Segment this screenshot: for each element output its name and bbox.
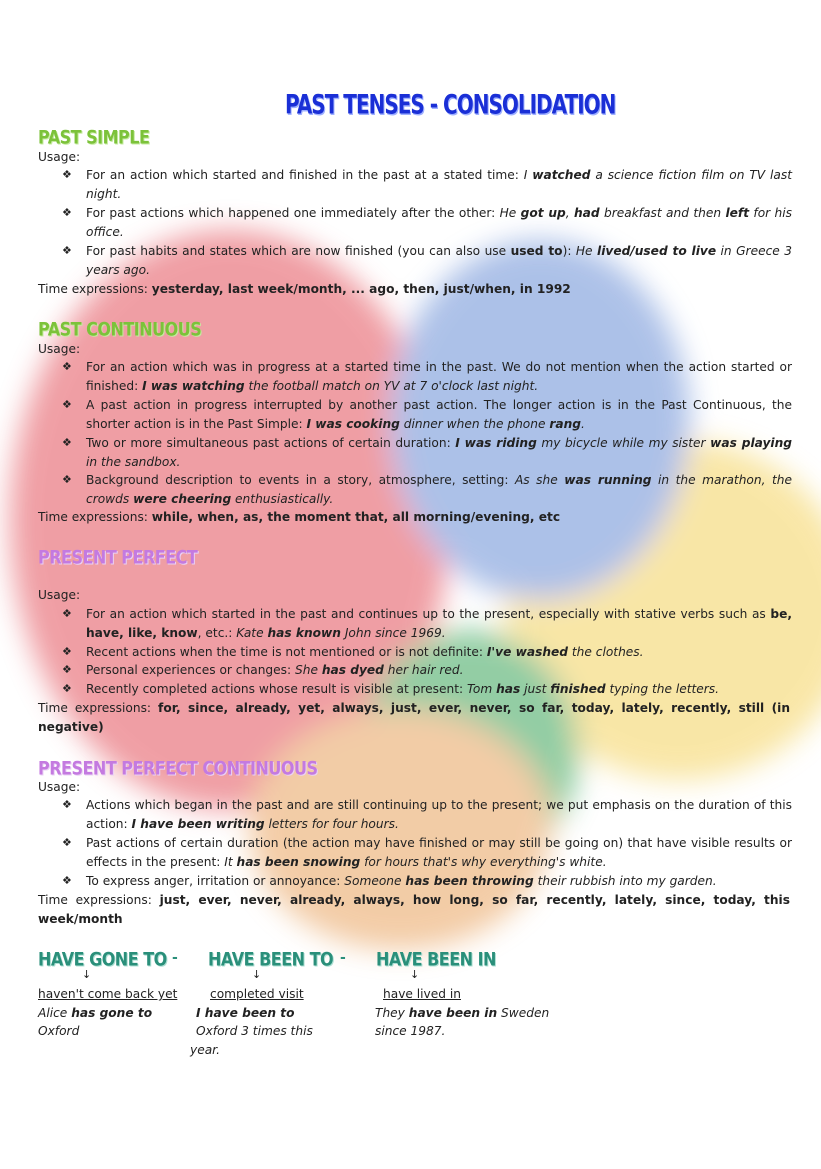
- diamond-bullet-icon: ❖: [62, 874, 72, 887]
- usage-label: Usage:: [38, 588, 81, 602]
- diamond-bullet-icon: ❖: [62, 360, 72, 373]
- list-item: ❖ For an action which started and finished in the past at a stated time: I watched a science fiction film on TV last night.: [62, 168, 792, 201]
- arrow-down-icon: ↓: [82, 968, 92, 981]
- diamond-bullet-icon: ❖: [62, 436, 72, 449]
- list-item: ❖ Recent actions when the time is not mentioned or is not definite: I've washed the clothes.: [62, 643, 792, 662]
- list-item: ❖ Recently completed actions whose result is visible at present: Tom has just finished typing the letters.: [62, 680, 792, 699]
- column-have-been-to: completed visit I have been to Oxford 3 times this year.: [190, 987, 313, 1057]
- diamond-bullet-icon: ❖: [62, 168, 72, 181]
- list-item: ❖ Actions which began in the past and are still continuing up to the present; we put emphasis on the duration of this action: I have been writing letters for four hours.: [62, 798, 792, 831]
- diamond-bullet-icon: ❖: [62, 206, 72, 219]
- heading-have-been-in: HAVE BEEN IN: [376, 948, 496, 970]
- usage-label: Usage:: [38, 780, 81, 794]
- time-expressions: Time expressions: while, when, as, the moment that, all morning/evening, etc: [38, 510, 561, 524]
- diamond-bullet-icon: ❖: [62, 682, 72, 695]
- column-have-gone-to: haven't come back yet Alice has gone to Oxford: [38, 987, 178, 1039]
- column-have-been-in: have lived in They have been in Sweden since 1987.: [375, 987, 550, 1039]
- diamond-bullet-icon: ❖: [62, 473, 72, 486]
- list-item: ❖ A past action in progress interrupted by another past action. The longer action is in the Past Continuous, the shorter action is in the Past Simple: I was cooking dinner when the phone rang.: [62, 398, 792, 431]
- list-item: ❖ For past actions which happened one immediately after the other: He got up, had breakfast and then left for his office.: [62, 206, 793, 239]
- usage-label: Usage:: [38, 342, 81, 356]
- diamond-bullet-icon: ❖: [62, 607, 72, 620]
- arrow-down-icon: ↓: [410, 968, 420, 981]
- arrow-down-icon: ↓: [252, 968, 262, 981]
- diamond-bullet-icon: ❖: [62, 798, 72, 811]
- diamond-bullet-icon: ❖: [62, 244, 72, 257]
- list-item: ❖ To express anger, irritation or annoyance: Someone has been throwing their rubbish into my garden.: [62, 872, 792, 891]
- heading-have-gone-to: HAVE GONE TO: [38, 948, 167, 970]
- diamond-bullet-icon: ❖: [62, 645, 72, 658]
- list-item: ❖ Personal experiences or changes: She has dyed her hair red.: [62, 661, 792, 680]
- heading-present-perfect-continuous: PRESENT PERFECT CONTINUOUS: [38, 757, 318, 779]
- heading-past-continuous: PAST CONTINUOUS: [38, 318, 202, 340]
- diamond-bullet-icon: ❖: [62, 663, 72, 676]
- list-item: ❖ Two or more simultaneous past actions of certain duration: I was riding my bicycle while my sister was playing in the sandbox.: [62, 436, 792, 469]
- heading-present-perfect: PRESENT PERFECT: [38, 546, 198, 568]
- list-item: ❖ For past habits and states which are now finished (you can also use used to): He lived/used to live in Greece 3 years ago.: [62, 244, 792, 277]
- page-title: PAST TENSES - CONSOLIDATION: [285, 88, 616, 121]
- list-item: ❖ For an action which started in the past and continues up to the present, especially with stative verbs such as be, have, like, know, etc.: Kate has known John since 1969.: [62, 607, 792, 640]
- list-item: ❖ Past actions of certain duration (the action may have finished or may still be going on) that have visible results or effects in the present: It has been snowing for hours that's why everything's white.: [62, 836, 792, 869]
- heading-have-been-to: HAVE BEEN TO: [208, 948, 334, 970]
- list-item: ❖ Background description to events in a story, atmosphere, setting: As she was running in the marathon, the crowds were cheering enthusiastically.: [62, 473, 792, 506]
- diamond-bullet-icon: ❖: [62, 836, 72, 849]
- dash-separator: -: [172, 950, 178, 966]
- heading-past-simple: PAST SIMPLE: [38, 126, 150, 148]
- time-expressions: Time expressions: for, since, already, yet, always, just, ever, never, so far, today, lately, recently, still (in negative): [38, 701, 790, 734]
- time-expressions: Time expressions: yesterday, last week/month, ... ago, then, just/when, in 1992: [38, 282, 571, 296]
- list-item: ❖ For an action which was in progress at a started time in the past. We do not mention when the action started or finished: I was watching the football match on YV at 7 o'clock last night.: [62, 360, 792, 393]
- dash-separator: -: [340, 950, 346, 966]
- time-expressions: Time expressions: just, ever, never, already, always, how long, so far, recently, lately, since, today, this week/month: [38, 893, 790, 926]
- diamond-bullet-icon: ❖: [62, 398, 72, 411]
- usage-label: Usage:: [38, 150, 81, 164]
